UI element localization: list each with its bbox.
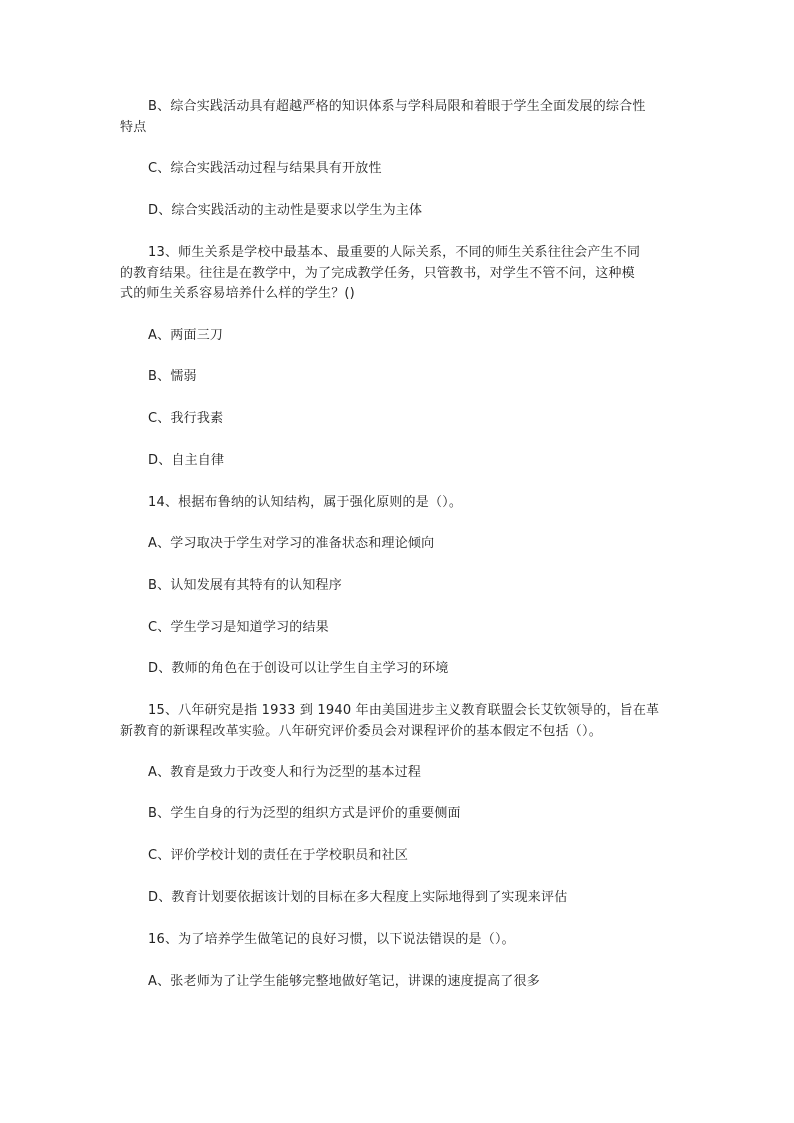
paragraph-line: A、教育是致力于改变人和行为泛型的基本过程 bbox=[148, 765, 422, 780]
paragraph-line: D、教育计划要依据该计划的目标在多大程度上实际地得到了实现来评估 bbox=[148, 890, 568, 905]
paragraph-line: B、学生自身的行为泛型的组织方式是评价的重要侧面 bbox=[148, 806, 461, 821]
paragraph-line: D、教师的角色在于创设可以让学生自主学习的环境 bbox=[148, 661, 449, 676]
paragraph-line: B、懦弱 bbox=[148, 369, 197, 384]
paragraph-line: A、两面三刀 bbox=[148, 328, 224, 343]
paragraph-line: 16、为了培养学生做笔记的良好习惯，以下说法错误的是（）。 bbox=[148, 932, 515, 947]
paragraph-line: B、综合实践活动具有超越严格的知识体系与学科局限和着眼于学生全面发展的综合性 bbox=[148, 99, 646, 114]
paragraph-line: 15、八年研究是指 1933 到 1940 年由美国进步主义教育联盟会长艾钦领导的，旨在革 bbox=[148, 703, 660, 718]
paragraph-line: 14、根据布鲁纳的认知结构，属于强化原则的是（）。 bbox=[148, 495, 463, 510]
paragraph-line: A、学习取决于学生对学习的准备状态和理论倾向 bbox=[148, 536, 435, 551]
paragraph-line: C、我行我素 bbox=[148, 411, 224, 426]
paragraph-line: C、学生学习是知道学习的结果 bbox=[148, 620, 329, 635]
paragraph-line: 13、师生关系是学校中最基本、最重要的人际关系，不同的师生关系往往会产生不同 bbox=[148, 245, 641, 260]
paragraph-line: A、张老师为了让学生能够完整地做好笔记，讲课的速度提高了很多 bbox=[148, 974, 540, 989]
paragraph-line: C、综合实践活动过程与结果具有开放性 bbox=[148, 161, 382, 176]
paragraph-line: 式的师生关系容易培养什么样的学生？() bbox=[120, 286, 355, 301]
paragraph-line: 新教育的新课程改革实验。八年研究评价委员会对课程评价的基本假定不包括（）。 bbox=[120, 723, 602, 739]
paragraph-line: B、认知发展有其特有的认知程序 bbox=[148, 578, 342, 593]
paragraph-line: D、自主自律 bbox=[148, 453, 225, 468]
paragraph-line: D、综合实践活动的主动性是要求以学生为主体 bbox=[148, 203, 423, 218]
paragraph-line: C、评价学校计划的责任在于学校职员和社区 bbox=[148, 848, 409, 863]
paragraph-line: 特点 bbox=[120, 119, 147, 135]
paragraph-line: 的教育结果。往往是在教学中，为了完成教学任务，只管教书，对学生不管不问，这种模 bbox=[120, 265, 635, 281]
